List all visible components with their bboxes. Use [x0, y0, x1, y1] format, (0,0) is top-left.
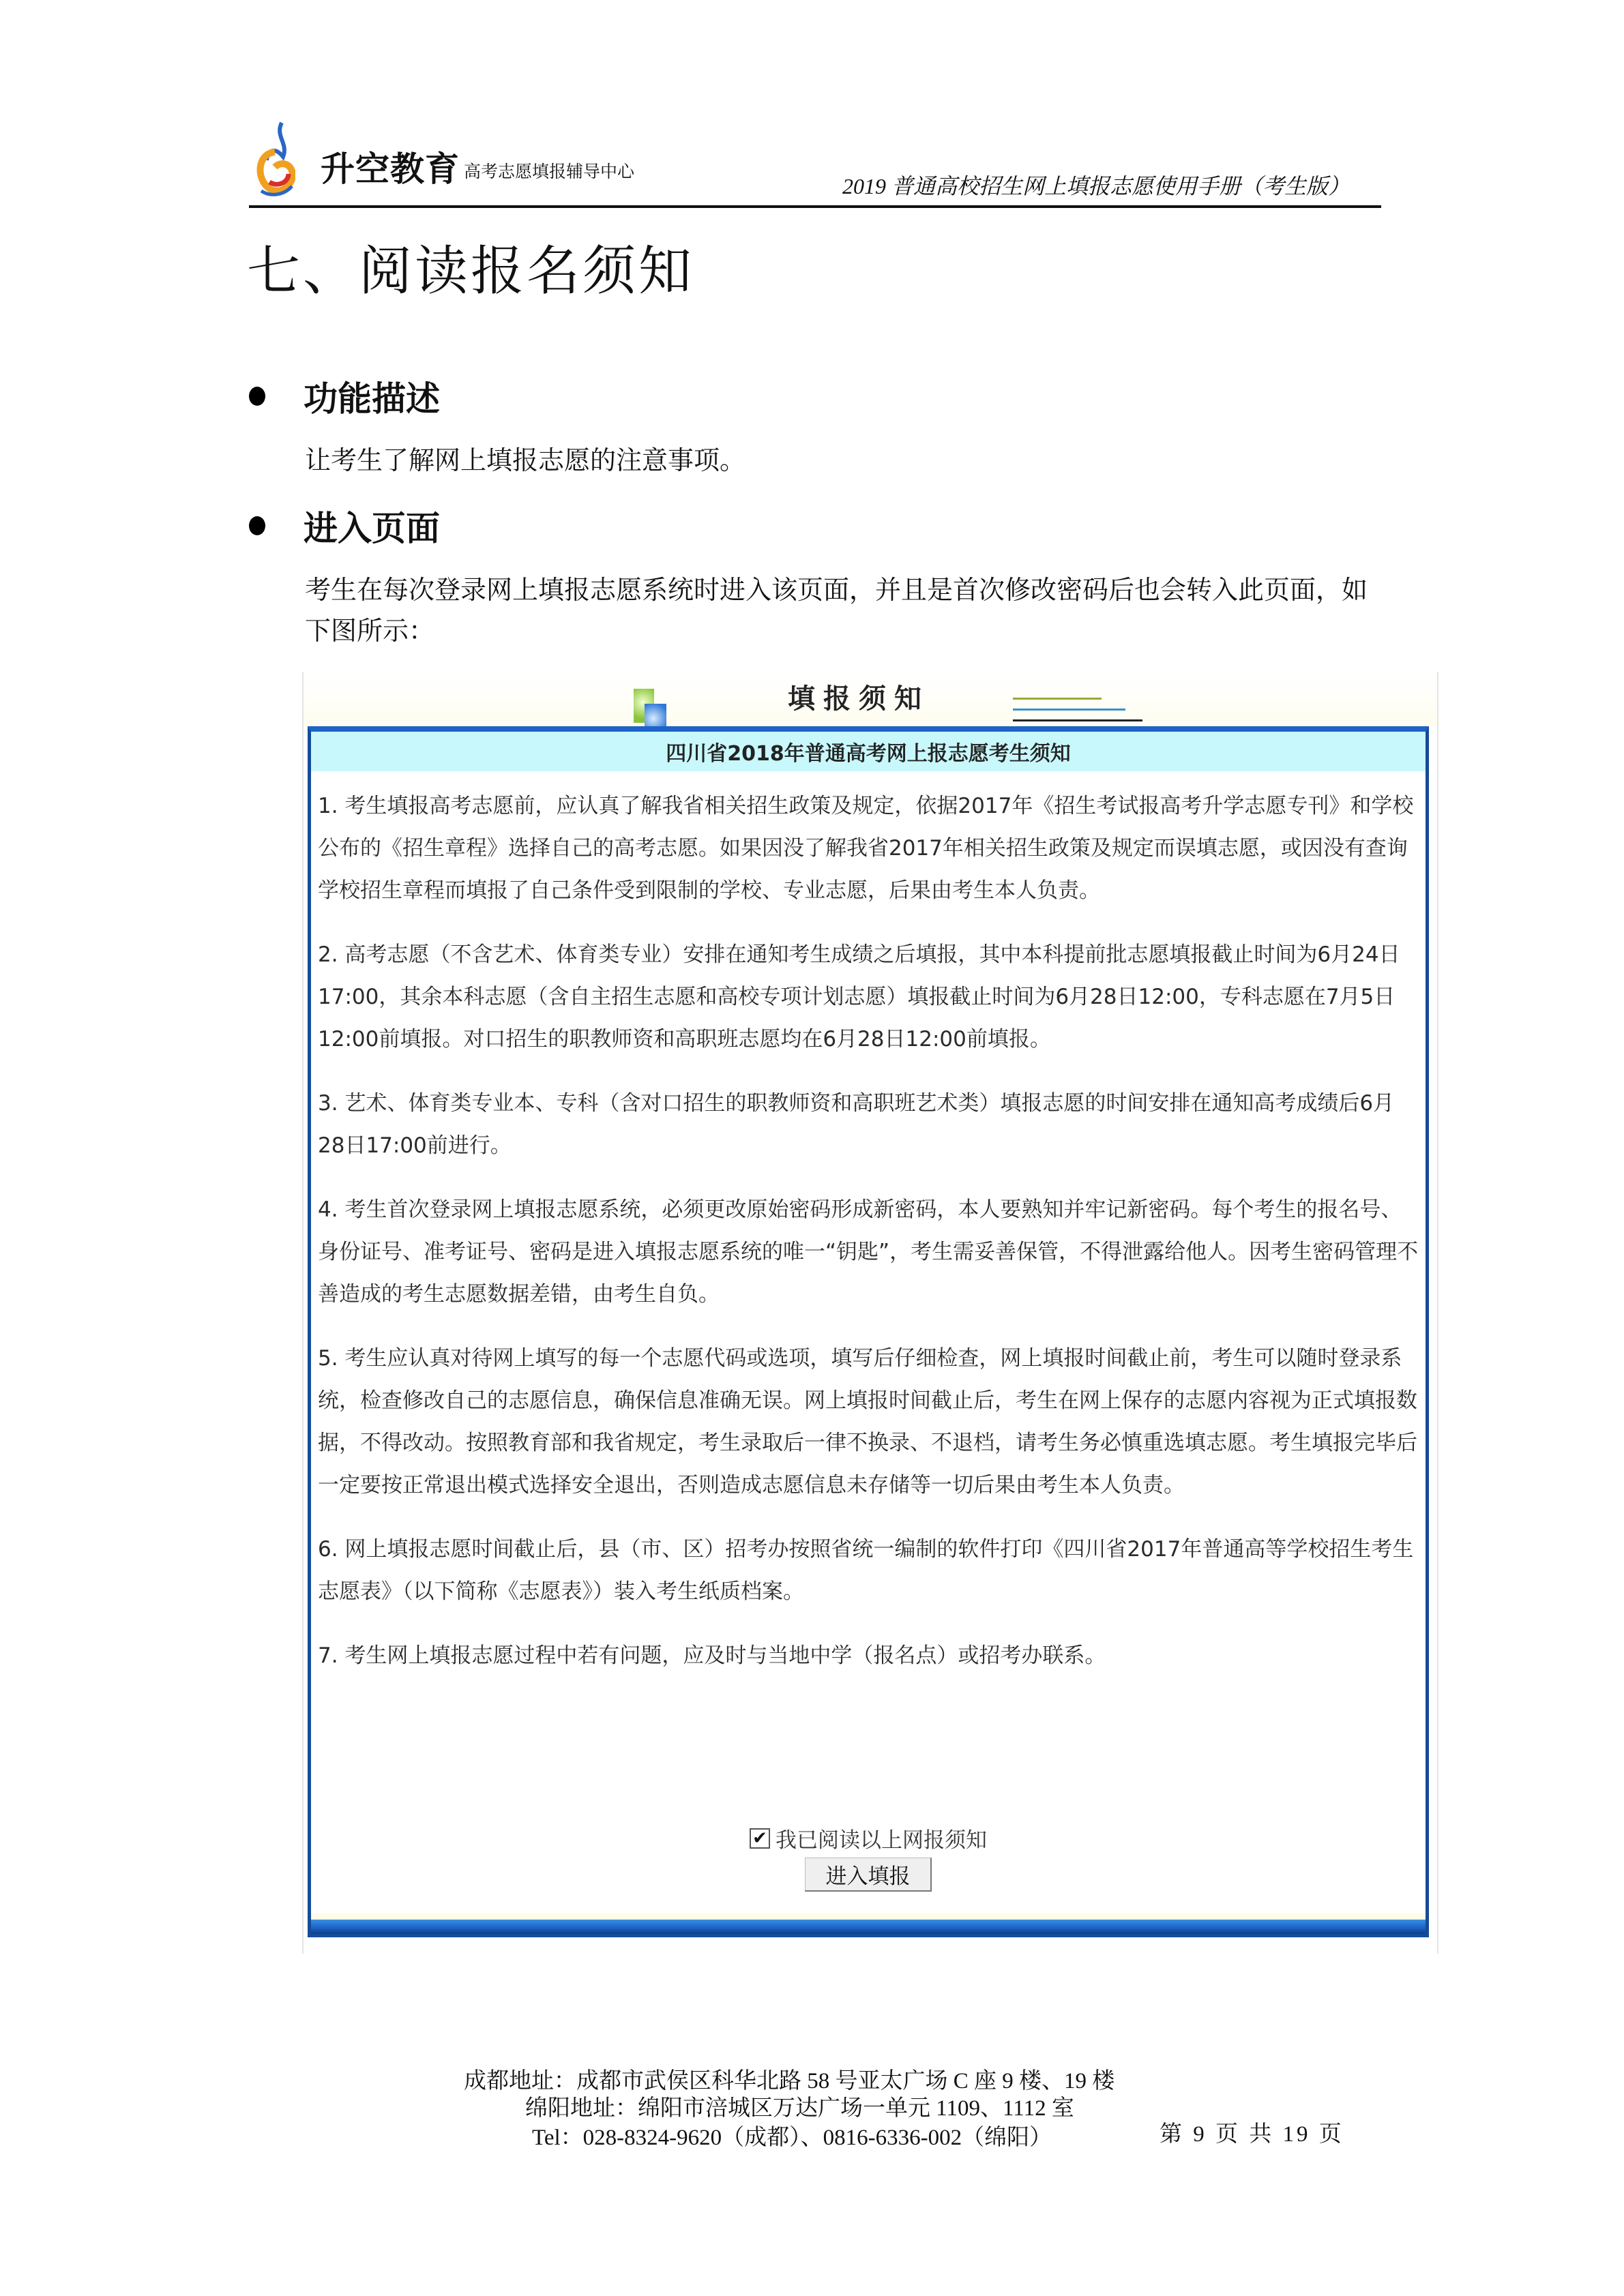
notice-item: 3. 艺术、体育类专业本、专科（含对口招生的职教师资和高职班艺术类）填报志愿的时间安排在通知高考成绩后6月28日17:00前进行。	[318, 1091, 1395, 1158]
section-heading-enter-page	[249, 501, 440, 550]
panel-bottom-bar	[311, 1913, 1426, 1934]
brand-name: 升空教育	[321, 149, 460, 189]
brand-subtitle: 高考志愿填报辅导中心	[464, 162, 635, 181]
read-confirm-checkbox[interactable]: ✔	[750, 1828, 770, 1849]
notice-item: 6. 网上填报志愿时间截止后，县（市、区）招考办按照省统一编制的软件打印《四川省2017年普通高等学校招生考生志愿表》（以下简称《志愿表》）装入考生纸质档案。	[318, 1537, 1414, 1604]
section-title: 功能描述	[304, 379, 440, 419]
confirm-area	[311, 1823, 1426, 1892]
section-title: 进入页面	[304, 509, 440, 548]
decorative-lines-icon	[1013, 698, 1142, 725]
manual-title: 2019 普通高校招生网上填报志愿使用手册（考生版）	[842, 174, 1350, 198]
notice-page-screenshot	[302, 672, 1438, 1954]
chapter-title: 七、阅读报名须知	[247, 241, 695, 302]
notice-list	[311, 771, 1426, 1677]
notice-page-title: 填报须知	[788, 683, 930, 715]
read-confirm-checkbox-row[interactable]	[750, 1823, 987, 1853]
bullet-icon	[249, 387, 265, 406]
section-paragraph: 让考生了解网上填报志愿的注意事项。	[305, 445, 746, 475]
bullet-icon	[249, 516, 265, 535]
notice-page-header	[304, 672, 1437, 726]
enter-filling-button[interactable]: 进入填报	[805, 1858, 932, 1892]
running-header	[249, 109, 1381, 205]
notice-panel	[308, 726, 1429, 1937]
notice-item: 4. 考生首次登录网上填报志愿系统，必须更改原始密码形成新密码，本人要熟知并牢记新密码。每个考生的报名号、身份证号、准考证号、密码是进入填报志愿系统的唯一“钥匙”，考生需妥善保管，不得泄露给他人。因考生密码管理不善造成的考生志愿数据差错，由考生自负。	[318, 1197, 1419, 1307]
section-paragraph: 考生在每次登录网上填报志愿系统时进入该页面，并且是首次修改密码后也会转入此页面，如下图所示：	[305, 575, 1368, 646]
notice-title: 四川省2018年普通高考网上报志愿考生须知	[311, 732, 1426, 771]
notice-item: 2. 高考志愿（不含艺术、体育类专业）安排在通知考生成绩之后填报，其中本科提前批志愿填报截止时间为6月24日17:00，其余本科志愿（含自主招生志愿和高校专项计划志愿）填报截止时间为6月28日12:00，专科志愿在7月5日12:00前填报。对口招生的职教师资和高职班志愿均在6月28日12:00前填报。	[318, 942, 1400, 1052]
header-divider	[249, 205, 1381, 208]
notice-item: 1. 考生填报高考志愿前，应认真了解我省相关招生政策及规定，依据2017年《招生考试报高考升学志愿专刊》和学校公布的《招生章程》选择自己的高考志愿。如果因没了解我省2017年相关招生政策及规定而误填志愿，或因没有查询学校招生章程而填报了自己条件受到限制的学校、专业志愿，后果由考生本人负责。	[318, 794, 1414, 903]
logo-swirl-icon	[254, 119, 295, 198]
mianyang-address: 绵阳地址：绵阳市涪城区万达广场一单元 1109、1112 室	[525, 2096, 1074, 2121]
notice-item: 7. 考生网上填报志愿过程中若有问题，应及时与当地中学（报名点）或招考办联系。	[318, 1643, 1106, 1668]
chengdu-address: 成都地址：成都市武侯区科华北路 58 号亚太广场 C 座 9 楼、19 楼	[464, 2069, 1115, 2093]
telephone: Tel：028-8324-9620（成都）、0816-6336-002（绵阳）	[532, 2126, 1052, 2150]
section-heading-function	[249, 372, 440, 421]
page-indicator: 第 9 页 共 19 页	[1160, 2122, 1344, 2147]
read-confirm-label: 我已阅读以上网报须知	[776, 1828, 987, 1853]
notice-item: 5. 考生应认真对待网上填写的每一个志愿代码或选项，填写后仔细检查，网上填报时间截止前，考生可以随时登录系统，检查修改自己的志愿信息，确保信息准确无误。网上填报时间截止后，考生在网上保存的志愿内容视为正式填报数据，不得改动。按照教育部和我省规定，考生录取后一律不换录、不退档，请考生务必慎重选填志愿。考生填报完毕后一定要按正常退出模式选择安全退出，否则造成志愿信息未存储等一切后果由考生本人负责。	[318, 1346, 1417, 1497]
